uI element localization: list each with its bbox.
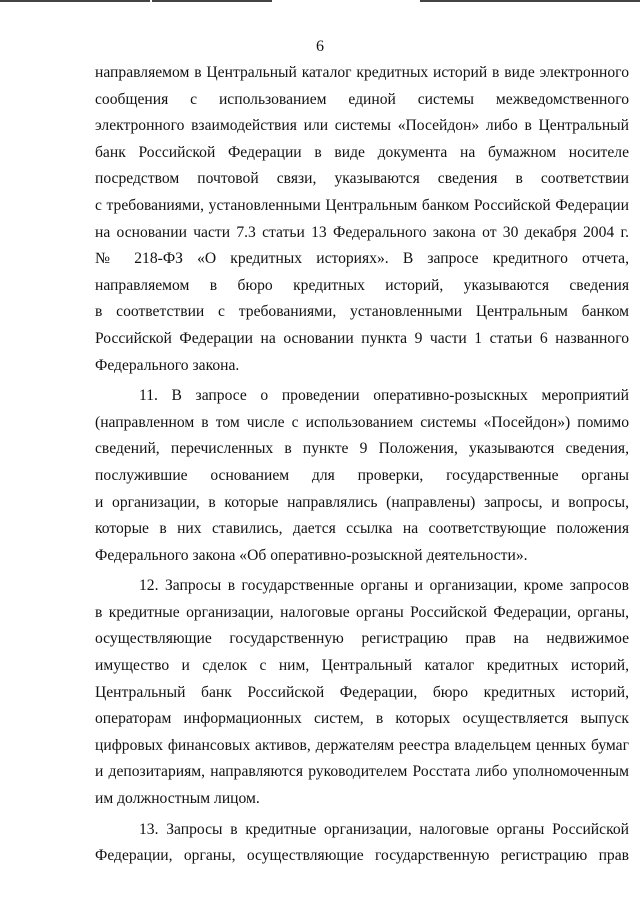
text-line: Федерального закона. bbox=[95, 356, 240, 374]
text-line: которые в них ставились, дается ссылка на соответствующие положения bbox=[95, 520, 629, 538]
text-line: 13. Запросы в кредитные организации, налоговые органы Российской bbox=[139, 820, 629, 838]
text-line: в кредитные организации, налоговые органы Российской Федерации, органы, bbox=[95, 603, 629, 621]
text-line: в соответствии с требованиями, установленными Центральным банком bbox=[95, 303, 629, 321]
paragraph-13 bbox=[95, 817, 629, 870]
page-number: 6 bbox=[316, 38, 324, 55]
text-line: осуществляющие государственную регистрацию прав на недвижимое bbox=[95, 630, 629, 648]
text-line: банк Российской Федерации в виде документа на бумажном носителе bbox=[95, 143, 629, 161]
text-line: 11. В запросе о проведении оперативно-розыскных мероприятий bbox=[139, 387, 629, 405]
text-line: операторам информационных систем, в которых осуществляется выпуск bbox=[95, 710, 629, 728]
text-line: и депозитариям, направляются руководителем Росстата либо уполномоченным bbox=[95, 763, 629, 781]
text-line: 12. Запросы в государственные органы и организации, кроме запросов bbox=[139, 577, 629, 595]
text-line: направляемом в бюро кредитных историй, указываются сведения bbox=[95, 276, 629, 294]
text-line: цифровых финансовых активов, держателям реестра владельцем ценных бумаг bbox=[95, 736, 629, 754]
paragraph-12 bbox=[95, 573, 629, 812]
text-line: Федерации, органы, осуществляющие государственную регистрацию прав bbox=[95, 847, 629, 865]
text-line: сведений, перечисленных в пункте 9 Положения, указываются сведения, bbox=[95, 440, 629, 458]
text-line: сообщения с использованием единой системы межведомственного bbox=[95, 90, 629, 108]
text-line: посредством почтовой связи, указываются сведения в соответствии bbox=[95, 170, 629, 188]
text-line: № 218-ФЗ «О кредитных историях». В запросе кредитного отчета, bbox=[95, 250, 629, 268]
paragraph-continuation bbox=[95, 60, 629, 379]
text-line: Федерального закона «Об оперативно-розыскной деятельности». bbox=[95, 546, 528, 564]
text-line: послужившие основанием для проверки, государственные органы bbox=[95, 466, 629, 484]
text-line: на основании части 7.3 статьи 13 Федерального закона от 30 декабря 2004 г. bbox=[95, 223, 629, 241]
text-line: им должностным лицом. bbox=[95, 790, 260, 808]
text-line: Российской Федерации на основании пункта 9 части 1 статьи 6 названного bbox=[95, 329, 629, 347]
text-line: электронного взаимодействия или системы «Посейдон» либо в Центральный bbox=[95, 117, 629, 135]
paragraph-11 bbox=[95, 383, 629, 569]
text-line: имущество и сделок с ним, Центральный каталог кредитных историй, bbox=[95, 657, 629, 675]
top-border-line bbox=[0, 0, 150, 2]
top-border-line bbox=[152, 0, 272, 2]
text-line: и организации, в которые направлялись (направлены) запросы, и вопросы, bbox=[95, 493, 629, 511]
text-line: Центральный банк Российской Федерации, бюро кредитных историй, bbox=[95, 683, 629, 701]
top-border-line bbox=[420, 0, 640, 2]
text-line: с требованиями, установленными Центральным банком Российской Федерации bbox=[95, 196, 629, 214]
document-body bbox=[95, 60, 629, 870]
text-line: направляемом в Центральный каталог кредитных историй в виде электронного bbox=[95, 64, 629, 81]
text-line: (направленном в том числе с использованием системы «Посейдон») помимо bbox=[95, 413, 629, 431]
